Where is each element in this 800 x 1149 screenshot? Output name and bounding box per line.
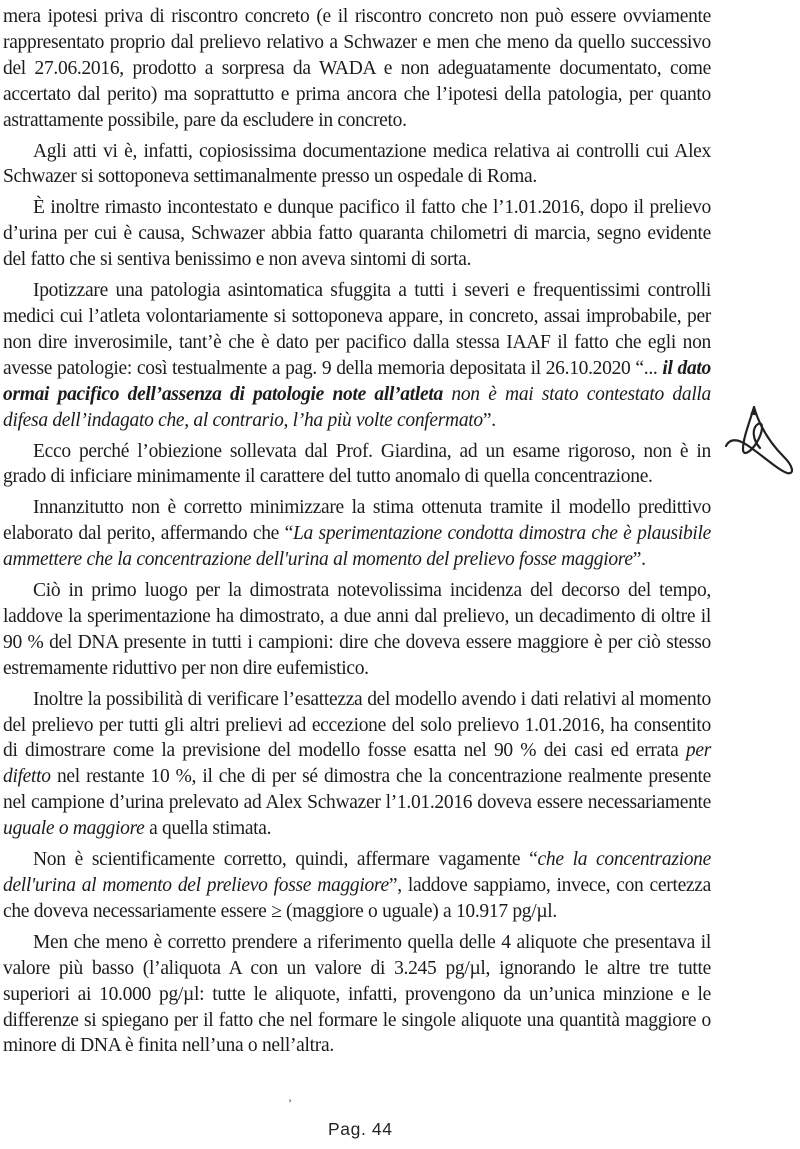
paragraph [3,495,711,573]
text-segment: Innanzitutto non è corretto minimizzare la stima ottenuta tramite il modello predittivo elaborato dal perito, affermando che “ [3,497,711,545]
text-segment: Ecco perché l’obiezione sollevata dal Prof. Giardina, ad un esame rigoroso, non è in grado di inficiare minimamente il carattere del tutto anomalo di quella concentrazione. [3,440,711,488]
text-segment: a quella stimata. [144,818,272,840]
text-segment: mera ipotesi priva di riscontro concreto (e il riscontro concreto non può essere ovviamente rappresentato proprio dal prelievo relativo a Schwazer e men che meno da quello successivo del 27.06.2016, prodotto a sorpresa da WADA e non adeguatamente documentato, come accertato dal perito) ma soprattutto e prima ancora che l’ipotesi della patologia, per quanto astrattamente possibile, pare da escludere in concreto. [3,6,711,131]
text-segment: ”, laddove sappiamo, invece, con certezza che doveva necessariamente essere ≥ (maggiore o uguale) a 10.917 pg/µl. [3,875,711,922]
text-segment: Ciò in primo luogo per la dimostrata notevolissima incidenza del decorso del tempo, laddove la sperimentazione ha dimostrato, a due anni dal prelievo, un decadimento di oltre il 90 % del DNA presente in tutti i campioni: dire che doveva essere maggiore è per ciò stesso estremamente riduttivo per non dire eufemistico. [3,580,711,679]
quoted-text-segment: che la concentrazione dell'urina al momento del prelievo fosse maggiore [3,849,711,896]
emphasized-text-segment: uguale o maggiore [3,818,145,840]
paragraph [3,847,711,925]
scan-speck: ’ [288,1096,292,1110]
paragraph [3,278,711,433]
quoted-text-segment: il dato ormai pacifico dell’assenza di patologie note all’atleta [3,357,712,405]
text-segment: ”. [482,409,496,431]
paragraph [3,439,711,491]
paragraph [3,930,711,1060]
text-segment: ”. [632,549,646,571]
text-segment: Agli atti vi è, infatti, copiosissima documentazione medica relativa ai controlli cui Alex Schwazer si sottoponeva settimanalmente presso un ospedale di Roma. [3,140,711,188]
signature-mark [712,394,800,494]
paragraph [3,578,711,682]
page-number: Pag. 44 [328,1119,393,1139]
paragraph [3,687,711,842]
emphasized-text-segment: per difetto [3,740,711,788]
paragraph [3,4,711,134]
document-body [3,4,711,1064]
quoted-text-segment: La sperimentazione condotta dimostra che è plausibile ammettere che la concentrazione dell'urina al momento del prelievo fosse maggiore [3,523,711,571]
text-segment: Inoltre la possibilità di verificare l’esattezza del modello avendo i dati relativi al momento del prelievo per tutti gli altri prelievi ad eccezione del solo prelievo 1.01.2016, ha consentito di dimostrare come la previsione del modello fosse esatta nel 90 % dei casi ed errata [3,688,711,762]
paragraph [3,139,711,191]
paragraph [3,195,711,273]
text-segment: Men che meno è corretto prendere a riferimento quella delle 4 aliquote che presentava il valore più basso (l’aliquota A con un valore di 3.245 pg/µl, ignorando le altre tre tutte superiori ai 10.000 pg/µl: tutte le aliquote, infatti, provengono da un’unica minzione e le differenze si spiegano per il fatto che nel formare le singole aliquote una quantità maggiore o minore di DNA è finita nell’una o nell’altra. [3,931,711,1057]
text-segment: Non è scientificamente corretto, quindi, affermare vagamente “ [33,849,538,871]
text-segment: È inoltre rimasto incontestato e dunque pacifico il fatto che l’1.01.2016, dopo il prelievo d’urina per cui è causa, Schwazer abbia fatto quaranta chilometri di marcia, segno evidente del fatto che si sentiva benissimo e non aveva sintomi di sorta. [3,197,711,271]
text-segment: nel restante 10 %, il che di per sé dimostra che la concentrazione realmente presente nel campione d’urina prelevato ad Alex Schwazer l’1.01.2016 doveva essere necessariamente [3,766,711,814]
text-segment: Ipotizzare una patologia asintomatica sfuggita a tutti i severi e frequentissimi controlli medici cui l’atleta volontariamente si sottoponeva appare, in concreto, assai improbabile, per non dire inverosimile, tant’è che è dato per pacifico dalla stessa IAAF il fatto che egli non avesse patologie: così testualmente a pag. 9 della memoria depositata il 26.10.2020 “... [3,280,711,379]
quoted-text-segment: non è mai stato contestato dalla difesa dell’indagato che, al contrario, l’ha più volte confermato [3,383,712,431]
